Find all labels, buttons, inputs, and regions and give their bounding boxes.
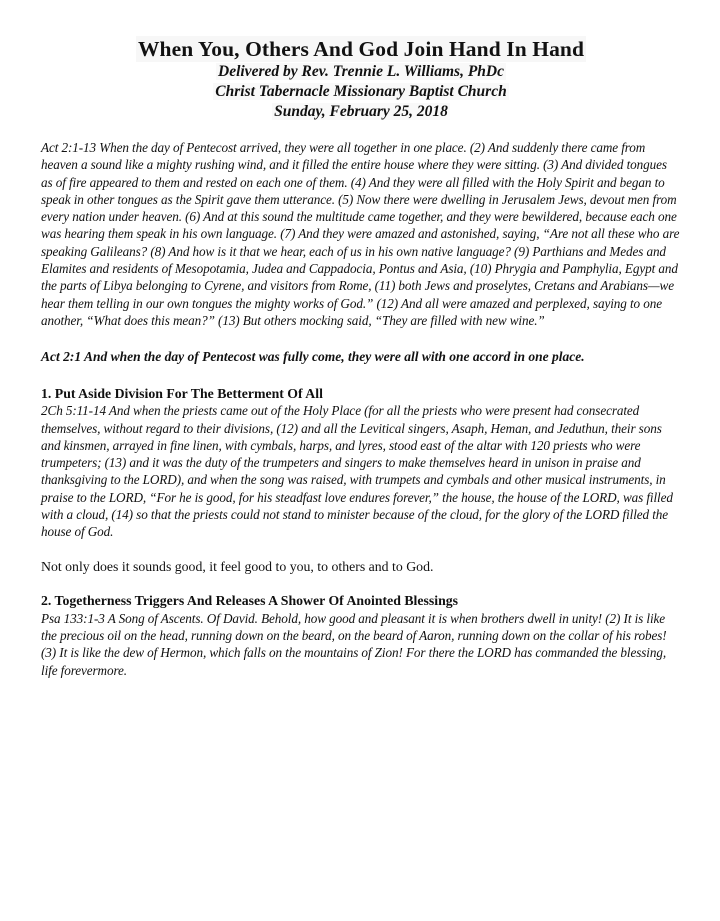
point-1-heading: 1. Put Aside Division For The Betterment Of All <box>41 385 323 401</box>
document-page <box>41 36 681 679</box>
key-verse: Act 2:1 And when the day of Pentecost was fully come, they were all with one accord in one place. <box>41 349 585 365</box>
church-text: Christ Tabernacle Missionary Baptist Church <box>215 83 507 100</box>
point-1-section <box>41 385 681 575</box>
speaker-line <box>41 62 681 82</box>
point-2-scripture: Psa 133:1-3 A Song of Ascents. Of David. Behold, how good and pleasant it is when brothers dwell in unity! (2) It is like the precious oil on the head, running down on the beard, on the beard of Aaron, running down on the collar of his robes! (3) It is like the dew of Hermon, which falls on the mountains of Zion! For there the LORD has commanded the blessing, life forevermore. <box>41 610 667 678</box>
point-2-heading: 2. Togetherness Triggers And Releases A Shower Of Anointed Blessings <box>41 593 459 609</box>
point-1-scripture: 2Ch 5:11-14 And when the priests came out of the Holy Place (for all the priests who were present had consecrated themselves, without regard to their divisions, (12) and all the Levitical singers, Asaph, Heman, and Jeduthun, their sons and kinsmen, arrayed in fine linen, with cymbals, harps, and lyres, stood east of the altar with 120 priests who were trumpeters; (13) and it was the duty of the trumpeters and singers to make themselves heard in unison in praise and thanksgiving to the LORD), and when the song was raised, with trumpets and cymbals and other musical instruments, in praise to the LORD, “For he is good, for his steadfast love endures forever,” the house, the house of the LORD, was filled with a cloud, (14) so that the priests could not stand to minister because of the cloud, for the glory of the LORD filled the house of God. <box>41 403 673 540</box>
opening-scripture: Act 2:1-13 When the day of Pentecost arrived, they were all together in one place. (2) And suddenly there came from heaven a sound like a mighty rushing wind, and it filled the entire house where they were sitting. (3) And divided tongues as of fire appeared to them and rested on each one of them. (4) And they were all filled with the Holy Spirit and began to speak in other tongues as the Spirit gave them utterance. (5) Now there were dwelling in Jerusalem Jews, devout men from every nation under heaven. (6) And at this sound the multitude came together, and they were bewildered, because each one was hearing them speak in his own language. (7) And they were amazed and astonished, saying, “Are not all these who are speaking Galileans? (8) And how is it that we hear, each of us in his own native language? (9) Parthians and Medes and Elamites and residents of Mesopotamia, Judea and Cappadocia, Pontus and Asia, (10) Phrygia and Pamphylia, Egypt and the parts of Libya belonging to Cyrene, and visitors from Rome, (11) both Jews and proselytes, Cretans and Arabians—we hear them telling in our own tongues the mighty works of God.” (12) And all were amazed and perplexed, saying to one another, “What does this mean?” (13) But others mocking said, “They are filled with new wine.” <box>41 140 680 328</box>
sermon-header <box>41 36 681 122</box>
sermon-title: When You, Others And God Join Hand In Hand <box>137 37 585 61</box>
church-line <box>41 82 681 102</box>
date-text: Sunday, February 25, 2018 <box>274 103 448 120</box>
date-line <box>41 102 681 122</box>
speaker-text: Delivered by Rev. Trennie L. Williams, PhDc <box>218 63 504 80</box>
point-2-section <box>41 592 681 679</box>
point-1-comment: Not only does it sounds good, it feel good to you, to others and to God. <box>41 558 434 574</box>
